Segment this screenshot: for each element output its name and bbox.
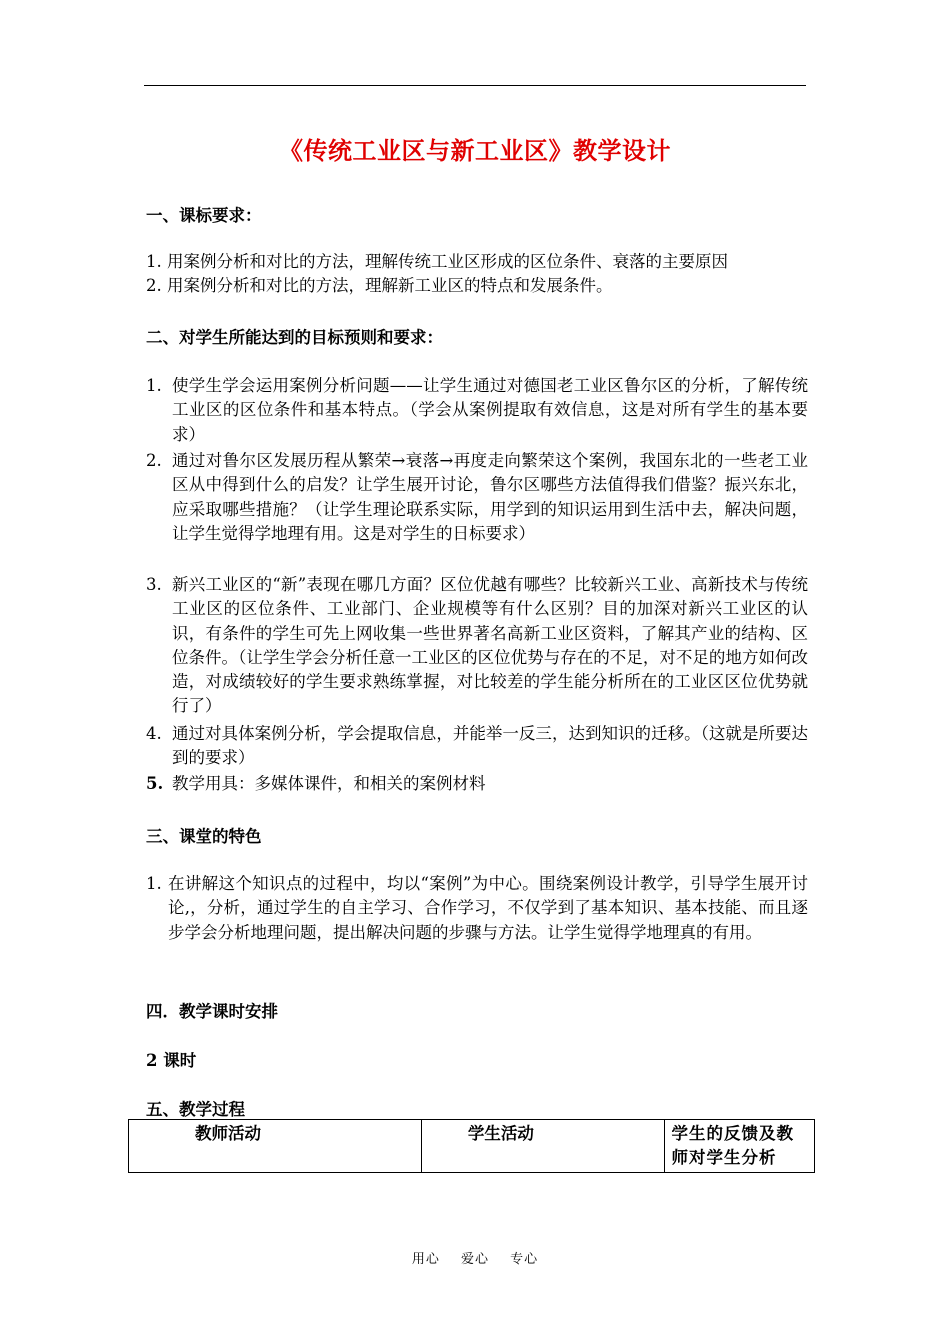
item-number: 4. (146, 724, 162, 743)
teaching-process-table (128, 1119, 815, 1173)
item-text: 使学生学会运用案例分析问题——让学生通过对德国老工业区鲁尔区的分析，了解传统工业区的区位条件和基本特点。（学会从案例提取有效信息，这是对所有学生的基本要求） (172, 376, 808, 444)
page-footer (0, 1248, 950, 1267)
item-number: 1. (146, 874, 162, 893)
section-2-item-3 (146, 573, 808, 719)
item-text: 通过对鲁尔区发展历程从繁荣→衰落→再度走向繁荣这个案例，我国东北的一些老工业区从中得到什么的启发？让学生展开讨论，鲁尔区哪些方法值得我们借鉴？振兴东北，应采取哪些措施？（让学生理论联系实际，用学到的知识运用到生活中去，解决问题，让学生觉得学地理有用。这是对学生的日标要求） (172, 451, 808, 543)
section-2-item-1 (146, 374, 808, 447)
item-text: 教学用具：多媒体课件，和相关的案例材料 (172, 774, 486, 793)
item-number: 3. (146, 575, 162, 594)
item-text: 通过对具体案例分析，学会提取信息，并能举一反三，达到知识的迁移。（这就是所要达到的要求） (172, 724, 808, 768)
column-header-student: 学生活动 (421, 1120, 665, 1173)
section-1-item-1: 1. 用案例分析和对比的方法，理解传统工业区形成的区位条件、衰落的主要原因 (146, 252, 728, 271)
item-number: 1. (146, 376, 162, 395)
item-text: 在讲解这个知识点的过程中，均以“案例”为中心。围绕案例设计教学，引导学生展开讨论,，分析，通过学生的自主学习、合作学习，不仅学到了基本知识、基本技能、而且逐步学会分析地理问题，提出解决问题的步骤与方法。让学生觉得学地理真的有用。 (168, 874, 808, 942)
class-hours: 2 课时 (146, 1051, 197, 1070)
section-5-heading: 五、教学过程 (146, 1100, 245, 1119)
item-number: 5. (146, 774, 164, 793)
section-2-heading: 二、对学生所能达到的目标预则和要求： (146, 328, 443, 347)
section-4-heading: 四．教学课时安排 (146, 1002, 278, 1021)
section-2-item-4 (146, 722, 808, 771)
footer-text-1: 用心 (411, 1252, 440, 1267)
document-title: 《传统工业区与新工业区》教学设计 (279, 136, 671, 165)
footer-text-2: 爱心 (460, 1252, 489, 1267)
header-rule (144, 85, 806, 86)
section-1-item-2: 2. 用案例分析和对比的方法，理解新工业区的特点和发展条件。 (146, 276, 613, 295)
item-number: 2. (146, 451, 162, 470)
section-3-item-1 (146, 872, 808, 945)
item-text: 新兴工业区的“新”表现在哪几方面？区位优越有哪些？比较新兴工业、高新技术与传统工业区的区位条件、工业部门、企业规模等有什么区别？目的加深对新兴工业区的认识，有条件的学生可先上网收集一些世界著名高新工业区资料，了解其产业的结构、区位条件。（让学生学会分析任意一工业区的区位优势与存在的不足，对不足的地方如何改造，对成绩较好的学生要求熟练掌握，对比较差的学生能分析所在的工业区区位优势就行了） (172, 575, 808, 716)
table-header-row (129, 1120, 815, 1173)
footer-text-3: 专心 (510, 1252, 539, 1267)
section-2-item-2 (146, 449, 808, 546)
column-header-feedback: 学生的反馈及教师对学生分析 (665, 1120, 815, 1173)
column-header-teacher: 教师活动 (129, 1120, 422, 1173)
section-2-item-5 (146, 772, 808, 796)
section-3-heading: 三、课堂的特色 (146, 827, 262, 846)
section-1-heading: 一、课标要求： (146, 206, 262, 225)
